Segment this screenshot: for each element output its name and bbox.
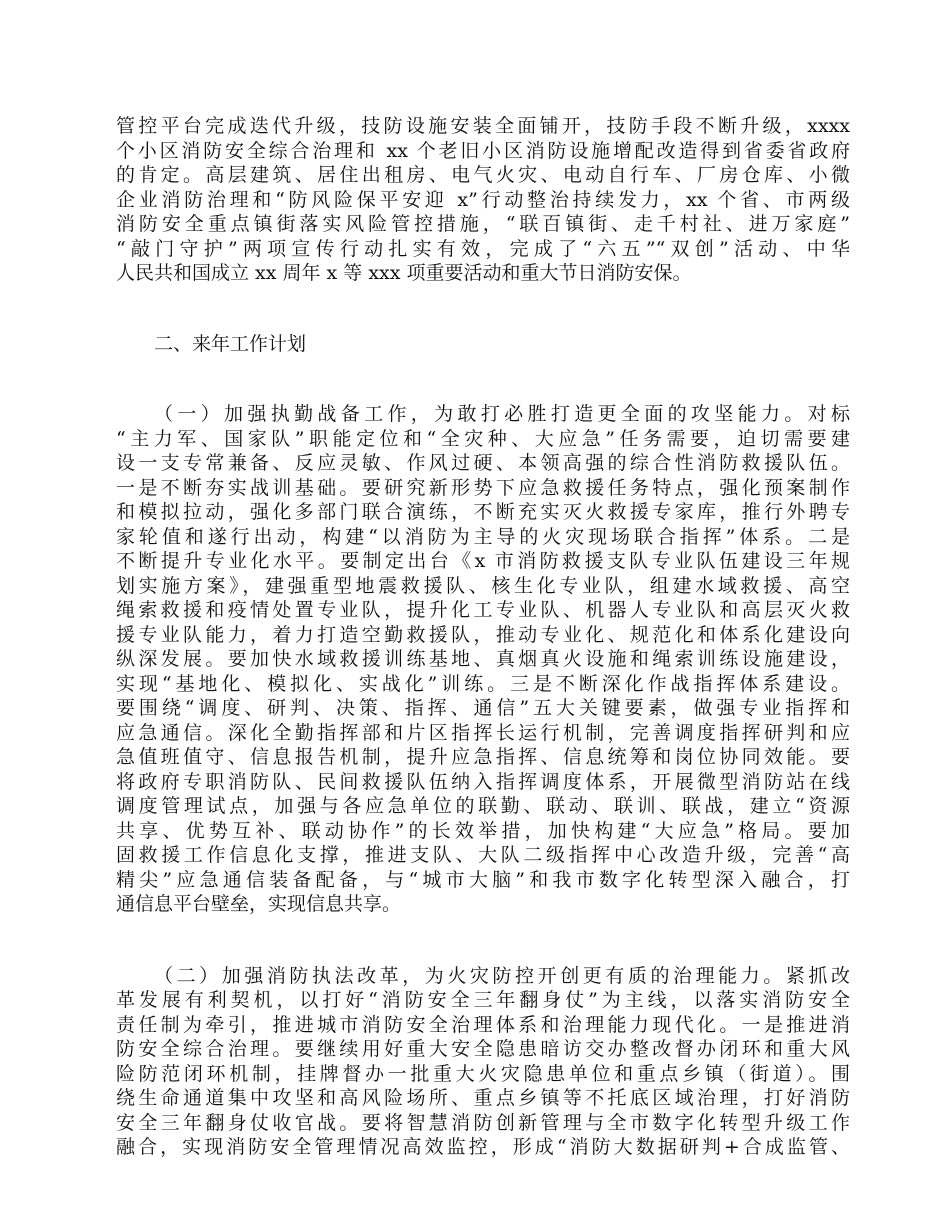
text-line: 一是不断夯实战训基础。要研究新形势下应急救援任务特点，强化预案制作 [116,476,850,499]
text-line: 管控平台完成迭代升级，技防设施安装全面铺开，技防手段不断升级，xxxx [116,115,850,137]
text-line: （二）加强消防执法改革，为火灾防控开创更有质的治理能力。紧抓改 [154,964,850,987]
section-heading: 二、来年工作计划 [154,332,307,355]
text-line: 融合，实现消防安全管理情况高效监控，形成“消防大数据研判+合成监管、 [116,1136,850,1158]
text-line: 共享、优势互补、联动协作”的长效举措，加快构建“大应急”格局。要加 [116,819,850,842]
text-line: 险防范闭环机制，挂牌督办一批重大火灾隐患单位和重点乡镇（街道）。围 [116,1062,850,1085]
text-line: 绕生命通道集中攻坚和高风险场所、重点乡镇等不托底区域治理，打好消防 [116,1087,850,1109]
text-line: 通信息平台壁垒，实现信息共享。 [116,893,402,915]
text-line: 固救援工作信息化支撑，推进支队、大队二级指挥中心改造升级，完善“高 [116,844,850,866]
text-line: 纵深发展。要加快水域救援训练基地、真烟真火设施和绳索训练设施建设， [116,648,850,670]
text-line: 安全三年翻身仗收官战。要将智慧消防创新管理与全市数字化转型升级工作 [116,1111,850,1134]
spacer [116,917,850,964]
text-line: 人民共和国成立 xx 周年 x 等 xxx 项重要活动和重大节日消防安保。 [116,262,692,284]
text-line: 革发展有利契机，以打好“消防安全三年翻身仗”为主线，以落实消防安全 [116,989,850,1011]
text-line: 调度管理试点，加强与各应急单位的联勤、联动、联训、联战，建立“资源 [116,795,850,817]
text-line: 设一支专常兼备、反应灵敏、作风过硬、本领高强的综合性消防救援队伍。 [116,452,850,474]
text-line: 和模拟拉动，强化多部门联合演练，不断充实灭火救援专家库，推行外聘专 [116,501,850,523]
text-line: “敲门守护”两项宣传行动扎实有效，完成了“六五”“双创”活动、中华 [116,237,850,260]
text-line: 应急通信。深化全勤指挥部和片区指挥长运行机制，完善调度指挥研判和应 [116,721,850,744]
text-line: 划实施方案》，建强重型地震救援队、核生化专业队，组建水域救援、高空 [116,574,850,597]
text-line: 企业消防治理和“防风险保平安迎 x”行动整治持续发力，xx 个省、市两级 [116,188,850,211]
text-line: 精尖”应急通信装备配备，与“城市大脑”和我市数字化转型深入融合，打 [116,868,850,891]
text-line: 个小区消防安全综合治理和 xx 个老旧小区消防设施增配改造得到省委省政府 [116,139,850,162]
text-line: 急值班值守、信息报告机制，提升应急指挥、信息统筹和岗位协同效能。要 [116,746,850,768]
text-line: 绳索救援和疫情处置专业队，提升化工专业队、机器人专业队和高层灭火救 [116,599,850,621]
text-line: “主力军、国家队”职能定位和“全灾种、大应急”任务需要，迫切需要建 [116,427,850,450]
text-line: 防安全综合治理。要继续用好重大安全隐患暗访交办整改督办闭环和重大风 [116,1038,850,1060]
paragraph-continuation [116,114,850,286]
text-line: 的肯定。高层建筑、居住出租房、电气火灾、电动自行车、厂房仓库、小微 [116,164,850,186]
text-line: 不断提升专业化水平。要制定出台《x 市消防救援支队专业队伍建设三年规 [116,550,850,572]
text-line: 消防安全重点镇街落实风险管控措施，“联百镇街、走千村社、进万家庭” [116,213,850,235]
document-page [116,114,850,1160]
text-line: 将政府专职消防队、民间救援队伍纳入指挥调度体系，开展微型消防站在线 [116,770,850,793]
text-line: 家轮值和遂行出动，构建“以消防为主导的火灾现场联合指挥”体系。二是 [116,525,850,548]
text-line: 实现“基地化、模拟化、实战化”训练。三是不断深化作战指挥体系建设。 [116,672,850,695]
text-line: 援专业队能力，着力打造空勤救援队，推动专业化、规范化和体系化建设向 [116,623,850,646]
paragraph-one [116,402,850,917]
text-line: 要围绕“调度、研判、决策、指挥、通信”五大关键要素，做强专业指挥和 [116,697,850,719]
text-line: 责任制为牵引，推进城市消防安全治理体系和治理能力现代化。一是推进消 [116,1013,850,1036]
spacer [116,356,850,402]
spacer [116,286,850,332]
text-line: （一）加强执勤战备工作，为敢打必胜打造更全面的攻坚能力。对标 [154,403,850,425]
paragraph-two [116,964,850,1160]
